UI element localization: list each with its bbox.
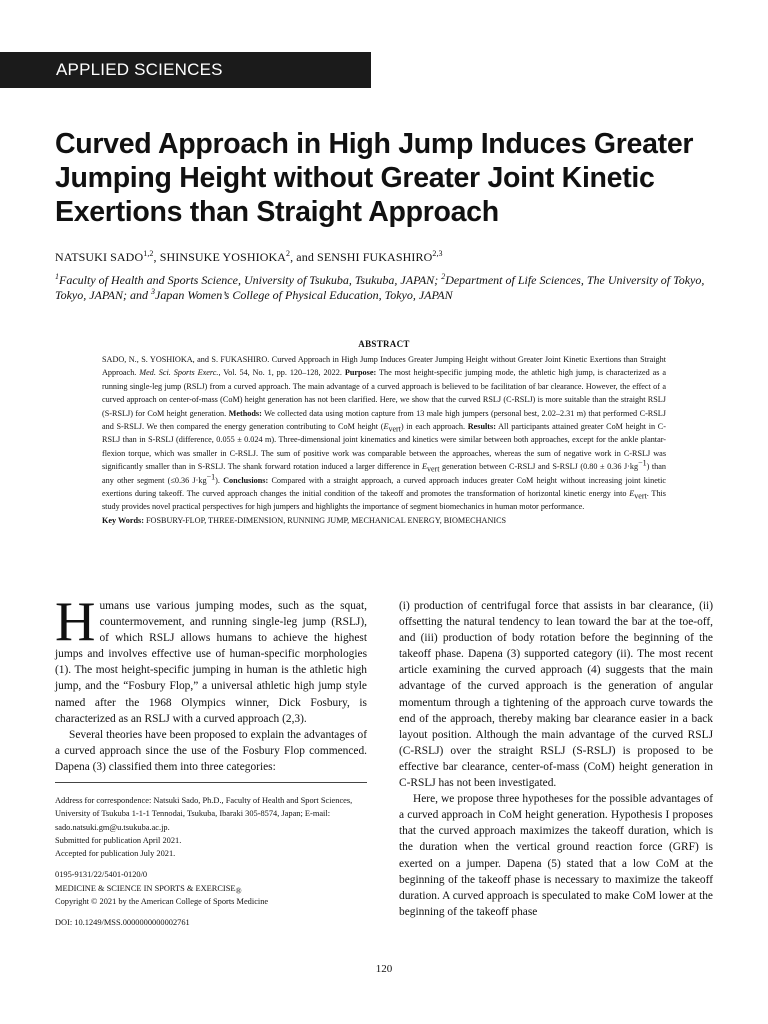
purpose-text: The most height-specific jumping mode, the athletic high jump, is characterized as a running single-leg jump (RSLJ) from a curved approach. The main advantage of a curved approach is believed to be facilitation of bar clearance. However, the effect of a curved approach on center-of-mass (CoM) height generation has not been clarified. Here, we show that the curved RSLJ (C-RSLJ) is more suitable than the straight RSLJ (S-RSLJ) for CoM height generation. xyxy=(102,368,666,418)
affiliation-text: Department of Life Sciences, The University of Tokyo, Tokyo, JAPAN; and xyxy=(55,273,705,302)
body-paragraph: Here, we propose three hypotheses for the possible advantages of a curved approach in CoM height generation. Hypothesis I proposes that the curved approach maximizes the takeoff duration, which is the duration when the vertical ground reaction force (GRF) is exerted on a jumper. Dapena (5) stated that a low CoM at the beginning of the takeoff phase is necessary to maximize the takeoff duration. A curved approach is speculated to make CoM lower at the beginning of the takeoff phase xyxy=(399,793,713,918)
body-column-right xyxy=(399,598,713,920)
abstract-citation: SADO, N., S. YOSHIOKA, and S. FUKASHIRO. Curved Approach in High Jump Induces Greater Jumping Height without Greater Joint Kinetic Exertions than Straight Approach. xyxy=(102,355,666,378)
affiliation-text: Faculty of Health and Sports Science, University of Tsukuba, Tsukuba, JAPAN; xyxy=(59,273,442,287)
abstract-heading: ABSTRACT xyxy=(358,339,410,349)
conclusions-text: . This study provides novel practical perspectives for high jumpers and highlights the importance of segment biomechanics in human motor performance. xyxy=(102,489,666,512)
e-vert-subscript: vert xyxy=(388,424,401,434)
accepted-date: Accepted for publication July 2021. xyxy=(55,849,176,859)
abstract-body xyxy=(102,353,666,527)
affiliation-marker: 1 xyxy=(55,272,59,281)
e-vert-symbol: E xyxy=(421,462,427,472)
e-vert-symbol: E xyxy=(383,422,389,432)
body-paragraph: Several theories have been proposed to explain the advantages of a curved approach since the use of the Fosbury Flop commenced. Dapena (3) classified them into three categories: xyxy=(55,728,367,773)
results-text: ). xyxy=(215,475,224,485)
methods-text: ) in each approach. xyxy=(400,422,468,432)
correspondence-address: Address for correspondence: Natsuki Sado, Ph.D., Faculty of Health and Sport Sciences, University of Tsukuba 1-1-1 Tennodai, Tsukuba, Ibaraki 305-8574, Japan; E-mail: sado.natsuki.gm@u.tsukuba.ac.jp. xyxy=(55,796,353,832)
methods-label: Methods: xyxy=(228,408,262,418)
conclusions-label: Conclusions: xyxy=(223,475,269,485)
author-name: SHINSUKE YOSHIOKA xyxy=(159,250,286,264)
affiliation-marker: 2 xyxy=(441,272,446,281)
author-name: NATSUKI SADO xyxy=(55,250,144,264)
affiliation-marker: 3 xyxy=(151,287,155,296)
publication-block xyxy=(55,868,367,908)
e-vert-symbol: E xyxy=(629,489,635,499)
unit-exponent: −1 xyxy=(638,458,647,468)
author-list xyxy=(55,250,715,265)
results-text: ) than any other segment (≤0.36 J·kg xyxy=(102,462,667,485)
page-number: 120 xyxy=(375,963,393,975)
copyright: Copyright © 2021 by the American College of Sports Medicine xyxy=(55,897,269,907)
issn: 0195-9131/22/5401-0120/0 xyxy=(55,870,148,880)
keywords-text: FOSBURY-FLOP, THREE-DIMENSION, RUNNING JUMP, MECHANICAL ENERGY, BIOMECHANICS xyxy=(143,515,507,525)
article-title: Curved Approach in High Jump Induces Greater Jumping Height without Greater Joint Kinetic Exertions than Straight Approach xyxy=(55,128,694,228)
section-banner: APPLIED SCIENCES xyxy=(0,52,371,88)
author-separator: , xyxy=(153,250,160,264)
author-name: SENSHI FUKASHIRO xyxy=(317,250,433,264)
journal-name-text: MEDICINE & SCIENCE IN SPORTS & EXERCISE xyxy=(55,883,236,893)
registered-mark: ® xyxy=(235,886,242,896)
body-paragraph: (i) production of centrifugal force that assists in bar clearance, (ii) offsetting the natural tendency to lean toward the bar at the toe-off, and (iii) production of body rotation before the beginning of the takeoff phase. Dapena (3) supported category (ii). The most recent article examining the curved approach (4) suggests that the main advantage of the curved approach is the generation of angular momentum through a tightening of the approach curve towards the end of the approach, thereby making bar clearance easier in a back layout position. Although the main advantage of the curved RSLJ (C-RSLJ) over the straight RSLJ (S-RSLJ) is proposed to be effective bar clearance, center-of-mass (CoM) height generation in C-RSLJ has not been investigated. xyxy=(399,600,713,790)
body-paragraph xyxy=(55,591,367,727)
e-vert-subscript: vert xyxy=(634,491,647,501)
affiliation-text: Japan Women’s College of Physical Education, Tokyo, JAPAN xyxy=(155,288,453,302)
affiliation-marker: 1,2 xyxy=(143,249,154,258)
results-text: All participants attained greater CoM height in C-RSLJ than in S-RSLJ (difference, 0.055 ± 0.024 m). Three-dimensional joint kinematics and kinetics were similar between both approaches, except for the ankle plantar-flexion torque, which was smaller in C-RSLJ. The sum of positive work was comparable between the approaches, whereas the sum of negative work in C-RSLJ was significantly smaller than in S-RSLJ. The shank forward rotation induced a larger difference in xyxy=(102,422,666,472)
affiliation-marker: 2 xyxy=(286,249,291,258)
journal-abbrev: Med. Sci. Sports Exerc. xyxy=(139,368,219,378)
paragraph-text: umans use various jumping modes, such as the squat, countermovement, and running single-leg jump (RSLJ), of which RSLJ allows humans to achieve the highest jumps and involves effective use of human-specific morphologies (1). The most height-specific jumping in human is the athletic high jump, and the “Fosbury Flop,” a universal athletic high jump style named after the 1968 Olympics winner, Dick Fosbury, is characterized as an RSLJ with a curved approach (2,3). xyxy=(55,600,367,725)
author-separator: , and xyxy=(290,250,318,264)
journal-name xyxy=(55,882,367,895)
methods-text: We collected data using motion capture from 13 male high jumpers (personal best, 2.02–2.31 m) that performed C-RSLJ and S-RSLJ. We then compared the energy generation contributing to CoM height ( xyxy=(102,408,666,432)
footnote-divider xyxy=(55,782,367,783)
body-column-left xyxy=(55,591,367,775)
results-label: Results: xyxy=(467,422,496,432)
drop-cap: H xyxy=(55,591,96,653)
keywords xyxy=(102,514,666,527)
purpose-label: Purpose: xyxy=(344,368,377,378)
conclusions-text: Compared with a straight approach, a curved approach induces greater CoM height without increasing joint kinetic exertions during takeoff. The curved approach changes the initial condition of the takeoff and promotes the transformation of horizontal kinetic energy into xyxy=(102,475,667,499)
keywords-label: Key Words: xyxy=(102,515,144,525)
footnote xyxy=(55,794,367,930)
doi: DOI: 10.1249/MSS.0000000000002761 xyxy=(55,918,190,928)
correspondence-block xyxy=(55,794,367,860)
unit-exponent: −1 xyxy=(206,471,216,481)
submitted-date: Submitted for publication April 2021. xyxy=(55,835,182,845)
results-text: generation between C-RSLJ and S-RSLJ (0.80 ± 0.36 J·kg xyxy=(439,462,639,472)
e-vert-subscript: vert xyxy=(427,464,440,474)
affiliation-marker: 2,3 xyxy=(432,249,443,258)
abstract-citation: , Vol. 54, No. 1, pp. 120–128, 2022. xyxy=(218,368,345,378)
affiliations xyxy=(55,273,715,303)
